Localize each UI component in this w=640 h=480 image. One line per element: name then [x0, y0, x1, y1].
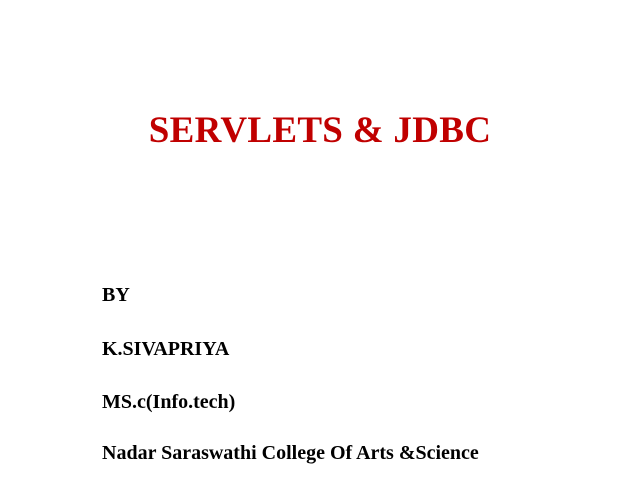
college-name: Nadar Saraswathi College Of Arts &Science	[102, 442, 479, 464]
author-degree: MS.c(Info.tech)	[102, 391, 236, 413]
slide-title: SERVLETS & JDBC	[148, 110, 492, 151]
author-name: K.SIVAPRIYA	[102, 338, 230, 360]
by-label: BY	[102, 284, 130, 306]
